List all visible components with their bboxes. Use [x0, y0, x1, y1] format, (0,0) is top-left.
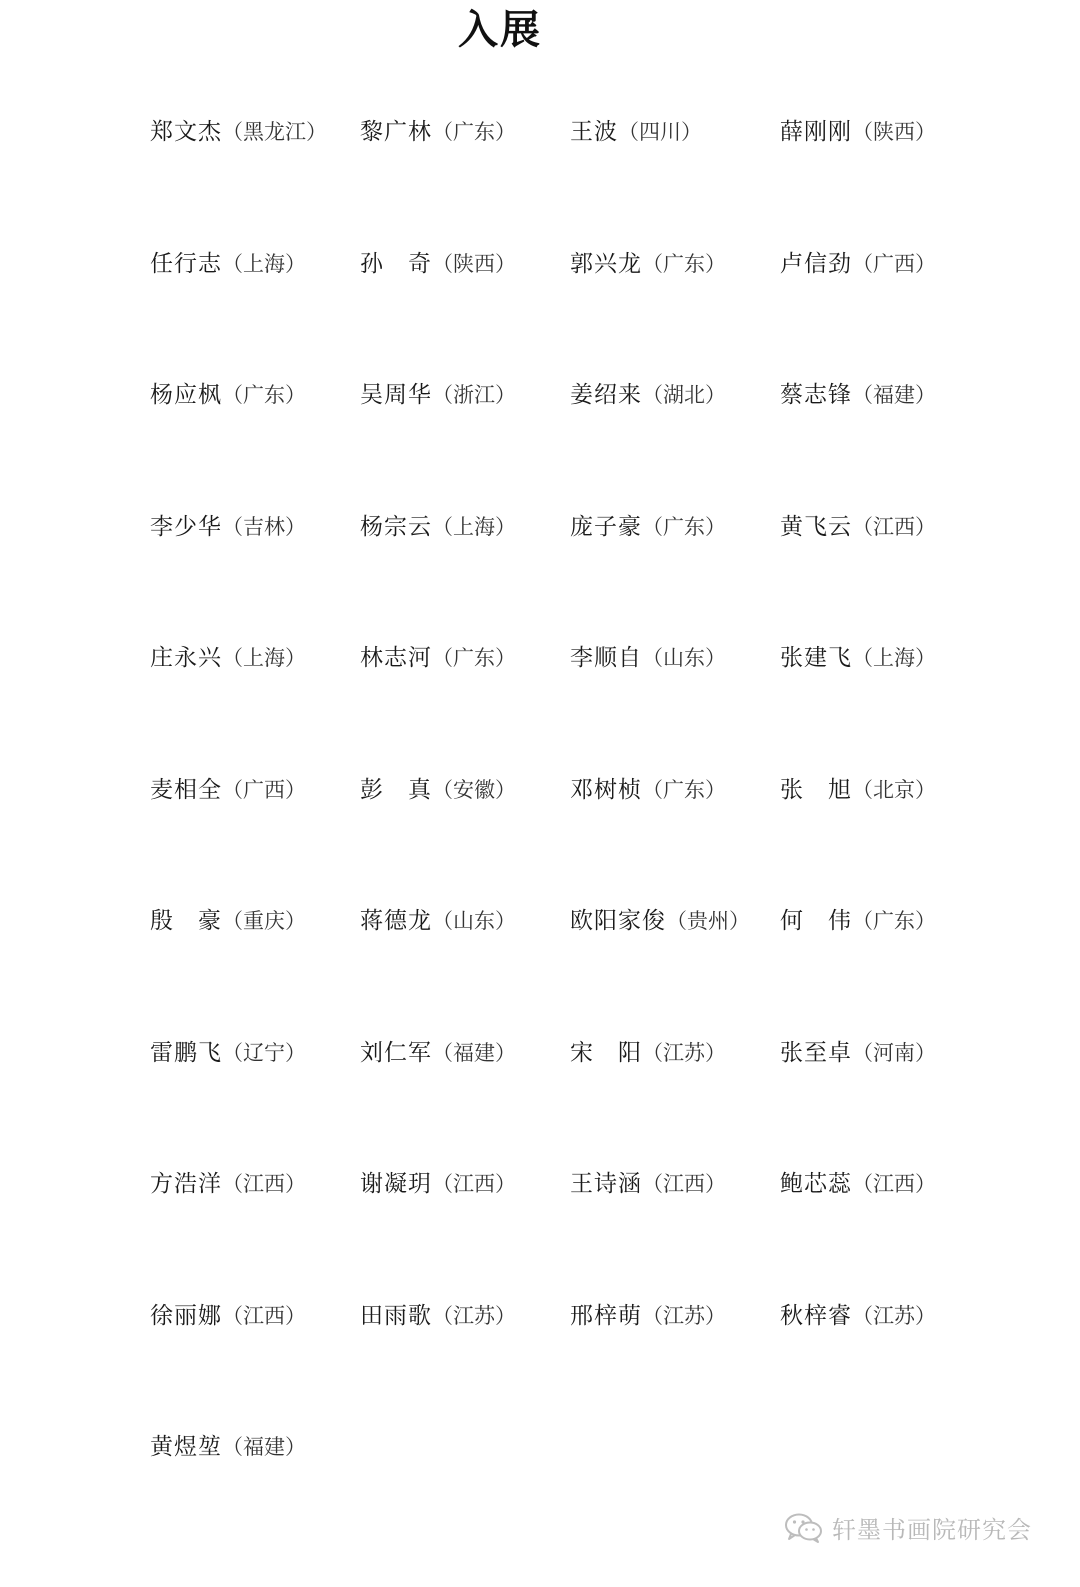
participant-region: （贵州） [666, 909, 750, 933]
participant-name: 宋 阳 [570, 1039, 642, 1066]
participant-name: 徐丽娜 [150, 1302, 222, 1329]
participant-name: 何 伟 [780, 908, 852, 934]
participant-entry [150, 1162, 360, 1206]
participant-entry [360, 636, 570, 680]
participant-region: （江西） [852, 514, 936, 539]
participant-region: （广东） [432, 646, 516, 670]
participant-entry [360, 242, 570, 286]
participant-name: 杨宗云 [360, 513, 432, 540]
participant-entry [570, 636, 780, 680]
participant-region: （上海） [432, 514, 516, 539]
participant-region: （陕西） [852, 120, 936, 144]
name-row [150, 1162, 990, 1294]
participant-region: （北京） [852, 777, 936, 802]
participant-name: 李顺自 [570, 645, 642, 671]
name-row [150, 505, 990, 637]
participant-region: （安徽） [432, 777, 516, 802]
participant-name: 邓树桢 [570, 776, 642, 803]
participant-name: 雷鹏飞 [150, 1039, 222, 1066]
participant-entry [780, 768, 990, 812]
participant-name: 谢凝玥 [360, 1171, 432, 1197]
participant-region: （江西） [642, 1172, 726, 1196]
participant-name: 王诗涵 [570, 1171, 642, 1197]
name-row [150, 1294, 990, 1426]
participant-region: （广东） [642, 777, 726, 802]
participant-region: （广东） [222, 383, 306, 407]
participant-name: 蔡志锋 [780, 382, 852, 408]
participant-name: 吴周华 [360, 382, 432, 408]
participant-name: 薛刚刚 [780, 119, 852, 145]
participant-entry [570, 1294, 780, 1338]
participant-entry [150, 1031, 360, 1075]
participant-name: 鲍芯蕊 [780, 1171, 852, 1197]
name-row [150, 899, 990, 1031]
participant-entry [570, 373, 780, 417]
participant-region: （福建） [852, 383, 936, 407]
participant-entry [570, 1031, 780, 1075]
participant-entry [780, 242, 990, 286]
participant-entry [780, 899, 990, 943]
name-row [150, 636, 990, 768]
participant-region: （吉林） [222, 514, 306, 539]
name-row [150, 110, 990, 242]
participant-entry [570, 110, 780, 154]
participant-region: （山东） [642, 646, 726, 670]
participant-region: （广西） [222, 777, 306, 802]
participant-entry [360, 768, 570, 812]
participant-region: （湖北） [642, 383, 726, 407]
participant-name: 邢梓萌 [570, 1302, 642, 1329]
participant-name: 黄煜堃 [150, 1434, 222, 1460]
participant-entry [780, 636, 990, 680]
participant-entry [570, 1162, 780, 1206]
participant-name: 王波 [570, 119, 618, 145]
participant-name: 郑文杰 [150, 119, 222, 145]
participant-entry [360, 505, 570, 549]
participant-region: （重庆） [222, 909, 306, 933]
participant-region: （陕西） [432, 251, 516, 276]
participant-region: （广东） [852, 909, 936, 933]
participant-entry [360, 110, 570, 154]
participant-name: 蒋德龙 [360, 908, 432, 934]
participant-region: （辽宁） [222, 1040, 306, 1065]
participant-region: （广东） [432, 120, 516, 144]
participant-region: （上海） [852, 646, 936, 670]
participant-name: 黄飞云 [780, 513, 852, 540]
participant-entry [570, 242, 780, 286]
participant-entry [150, 242, 360, 286]
participant-entry [150, 768, 360, 812]
participant-entry [570, 505, 780, 549]
participant-entry [360, 1162, 570, 1206]
participant-region: （广西） [852, 251, 936, 276]
participant-name: 彭 真 [360, 776, 432, 803]
participant-name: 卢信劲 [780, 250, 852, 277]
participant-entry [570, 768, 780, 812]
participant-entry [150, 505, 360, 549]
participant-name: 张 旭 [780, 776, 852, 803]
participant-name: 孙 奇 [360, 250, 432, 277]
participant-region: （福建） [222, 1435, 306, 1459]
name-row [150, 242, 990, 374]
participant-name: 殷 豪 [150, 908, 222, 934]
participant-name: 张至卓 [780, 1039, 852, 1066]
participant-entry [780, 1031, 990, 1075]
participant-region: （上海） [222, 251, 306, 276]
participant-name: 庞子豪 [570, 513, 642, 540]
wechat-icon [784, 1512, 824, 1544]
participant-name: 方浩洋 [150, 1171, 222, 1197]
participant-region: （江苏） [852, 1303, 936, 1328]
participant-name: 庄永兴 [150, 645, 222, 671]
participant-name: 郭兴龙 [570, 250, 642, 277]
participant-entry [150, 110, 360, 154]
name-row [150, 768, 990, 900]
participant-region: （江西） [222, 1172, 306, 1196]
participant-region: （江苏） [642, 1303, 726, 1328]
participant-entry [570, 899, 780, 943]
participant-entry [780, 1294, 990, 1338]
participant-entry [780, 110, 990, 154]
name-row [150, 373, 990, 505]
participant-entry [780, 505, 990, 549]
participant-name: 姜绍来 [570, 382, 642, 408]
participant-name: 张建飞 [780, 645, 852, 671]
participant-entry [360, 1294, 570, 1338]
participant-name: 刘仁军 [360, 1039, 432, 1066]
participant-name: 任行志 [150, 250, 222, 277]
participant-region: （广东） [642, 251, 726, 276]
participant-region: （江西） [852, 1172, 936, 1196]
participant-entry [150, 636, 360, 680]
participant-region: （江西） [222, 1303, 306, 1328]
participant-region: （四川） [618, 120, 702, 144]
participant-region: （江苏） [642, 1040, 726, 1065]
participant-name: 杨应枫 [150, 382, 222, 408]
participant-region: （江西） [432, 1172, 516, 1196]
participant-entry [150, 1294, 360, 1338]
participant-name: 麦相全 [150, 776, 222, 803]
participant-name: 田雨歌 [360, 1302, 432, 1329]
participant-entry [150, 373, 360, 417]
participant-name: 李少华 [150, 513, 222, 540]
watermark [784, 1510, 1032, 1545]
participant-region: （河南） [852, 1040, 936, 1065]
participant-name: 黎广林 [360, 119, 432, 145]
participant-region: （黑龙江） [222, 120, 327, 144]
participant-entry [780, 1162, 990, 1206]
participant-entry [150, 1425, 360, 1469]
participant-region: （浙江） [432, 383, 516, 407]
name-list [150, 110, 990, 1557]
participant-name: 林志河 [360, 645, 432, 671]
participant-region: （福建） [432, 1040, 516, 1065]
participant-region: （江苏） [432, 1303, 516, 1328]
watermark-text: 轩墨书画院研究会 [832, 1516, 1032, 1544]
participant-region: （上海） [222, 646, 306, 670]
participant-name: 秋梓睿 [780, 1302, 852, 1329]
participant-name: 欧阳家俊 [570, 908, 666, 934]
participant-entry [150, 899, 360, 943]
participant-entry [360, 899, 570, 943]
participant-entry [360, 1031, 570, 1075]
participant-entry [360, 373, 570, 417]
participant-region: （广东） [642, 514, 726, 539]
name-row [150, 1031, 990, 1163]
participant-entry [780, 373, 990, 417]
participant-region: （山东） [432, 909, 516, 933]
page-title: 入展 [458, 6, 542, 53]
